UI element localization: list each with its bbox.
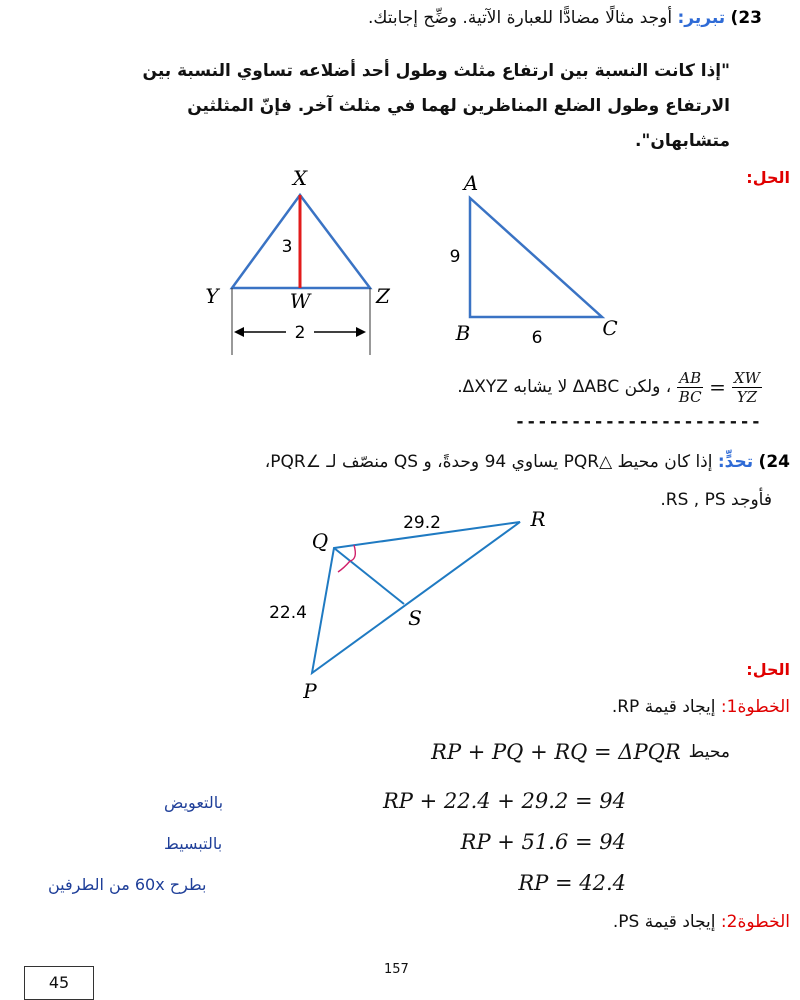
eq1-note: بالتعويض: [164, 793, 224, 812]
ratio-xw: XW: [733, 368, 760, 387]
ratio-ab: AB: [679, 368, 702, 387]
eq0-label: محيط: [688, 742, 730, 762]
conclusion-text: ، ولكن ΔABC لا يشابه ΔXYZ.: [457, 377, 672, 397]
page-number-center: 157: [384, 962, 409, 977]
label-r: R: [530, 508, 546, 531]
side-bc-label: 6: [531, 328, 543, 348]
ratio-yz: YZ: [736, 387, 758, 406]
label-z: Z: [376, 284, 390, 308]
q24-line1: [265, 452, 790, 472]
height-label: 3: [281, 237, 293, 257]
q24-title: تحدٍّ:: [717, 452, 754, 472]
equals-sign: =: [709, 375, 726, 399]
eq3: RP = 42.4: [518, 871, 626, 895]
q24-figure: [262, 508, 562, 703]
side-ab-label: 9: [449, 247, 461, 267]
q24-text-line1: إذا كان محيط △PQR يساوي 94 وحدةً، و QS منصّف لـ ∠PQR،: [264, 452, 713, 472]
triangle-pqr: [269, 508, 545, 703]
label-y: Y: [205, 284, 219, 308]
label-x: X: [292, 166, 308, 190]
q23-quote-line2: الارتفاع وطول الضلع المناظرين لهما في مثلث آخر. فإنّ المثلثين: [187, 96, 730, 116]
label-c: C: [602, 316, 618, 340]
section-divider: ----------------------: [514, 412, 762, 432]
q23-title: تبرير:: [677, 8, 726, 28]
q24-step1: [612, 697, 790, 717]
q24-number: 24): [758, 452, 790, 472]
ratio-ab-bc: [677, 369, 703, 406]
label-s: S: [408, 606, 422, 630]
label-w: W: [289, 289, 311, 313]
q23-figures: [190, 165, 650, 360]
eq1: RP + 22.4 + 29.2 = 94: [382, 789, 626, 813]
eq2: RP + 51.6 = 94: [460, 830, 626, 854]
label-b: B: [455, 321, 471, 345]
q23-quote-line1: "إذا كانت النسبة بين ارتفاع مثلث وطول أحد أضلاعه تساوي النسبة بين: [142, 61, 730, 81]
q23-number: 23): [730, 8, 762, 28]
side-qr-label: 29.2: [403, 513, 441, 533]
eq0-row: [431, 740, 730, 764]
q24-step2: [613, 912, 790, 932]
label-p: P: [303, 679, 317, 703]
ratio-xw-yz: [732, 369, 762, 406]
ratio-bc: BC: [678, 387, 702, 406]
q24-solution-label: الحل:: [746, 660, 790, 679]
step2-text: إيجاد قيمة PS.: [612, 912, 716, 932]
label-a: A: [463, 171, 479, 195]
q24-text-line2: فأوجد RS , PS.: [660, 490, 772, 510]
step1-text: إيجاد قيمة RP.: [611, 697, 716, 717]
page-number-box: 45: [24, 966, 94, 1000]
step1-label: الخطوة1:: [720, 697, 790, 717]
triangle-abc: [450, 171, 618, 348]
side-qp-label: 22.4: [269, 603, 307, 623]
q23-quote-line3: متشابهان".: [635, 131, 730, 151]
eq2-note: بالتبسيط: [164, 834, 223, 853]
eq3-note: بطرح 60x من الطرفين: [48, 875, 207, 894]
eq0: RP + PQ + RQ = ΔPQR: [431, 740, 681, 764]
base-label: 2: [294, 323, 306, 343]
label-q: Q: [311, 529, 329, 553]
q23-text: أوجد مثالًا مضادًّا للعبارة الآتية. وضِّح إجابتك.: [368, 8, 673, 28]
q23-solution-label: الحل:: [746, 168, 790, 187]
triangle-xyz: [205, 166, 391, 355]
q23-header: [368, 8, 762, 28]
step2-label: الخطوة2:: [720, 912, 790, 932]
q23-conclusion: [457, 365, 762, 409]
